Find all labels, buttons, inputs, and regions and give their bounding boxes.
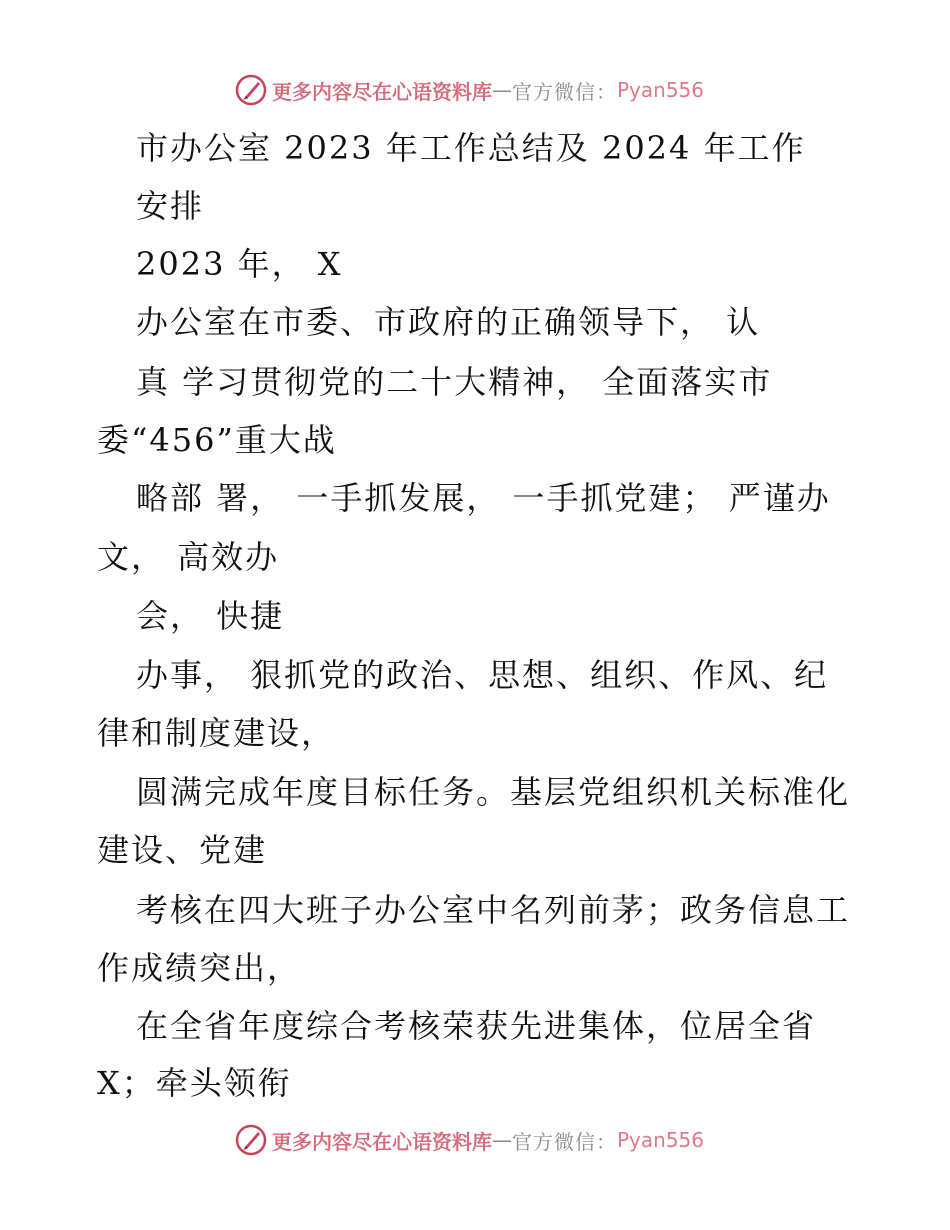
header-separator: — <box>492 78 512 102</box>
doc-line: 在全省年度综合考核荣获先进集体，位居全省 <box>136 1007 817 1045</box>
quill-pen-logo-icon <box>234 1123 268 1157</box>
header-main-text: 更多内容尽在心语资料库 <box>272 79 492 104</box>
footer-aux-text: 官方微信： <box>512 1129 617 1154</box>
doc-line: 会， 快捷 <box>136 597 285 635</box>
footer-banner <box>234 1120 704 1160</box>
doc-line: 办事， 狠抓党的政治、思想、组织、作风、纪 <box>136 656 829 694</box>
doc-line: 律和制度建设， <box>97 714 336 752</box>
doc-line: 真 学习贯彻党的二十大精神， 全面落实市 <box>136 363 773 401</box>
doc-line: 文， 高效办 <box>97 538 280 576</box>
header-aux-text: 官方微信： <box>512 79 617 104</box>
doc-line: 略部 署， 一手抓发展， 一手抓党建； 严谨办 <box>136 479 831 517</box>
header-handle: Pyan556 <box>617 78 705 102</box>
doc-line: 2023 年， X <box>136 245 343 283</box>
doc-line: 委“456”重大战 <box>97 421 337 459</box>
doc-line: 安排 <box>136 187 205 225</box>
doc-line: 市办公室 2023 年工作总结及 2024 年工作 <box>136 129 806 167</box>
doc-line: 考核在四大班子办公室中名列前茅；政务信息工 <box>136 891 851 929</box>
doc-line: 建设、党建 <box>97 831 268 869</box>
doc-line: 办公室在市委、市政府的正确领导下， 认 <box>136 303 761 341</box>
header-banner <box>234 70 704 110</box>
doc-line: 作成绩突出， <box>97 949 302 987</box>
footer-separator: — <box>492 1128 512 1152</box>
footer-main-text: 更多内容尽在心语资料库 <box>272 1129 492 1154</box>
footer-handle: Pyan556 <box>617 1128 705 1152</box>
doc-line: 圆满完成年度目标任务。基层党组织机关标准化 <box>136 773 851 811</box>
quill-pen-logo-icon <box>234 73 268 107</box>
doc-line: X；牵头领衔 <box>97 1064 292 1102</box>
